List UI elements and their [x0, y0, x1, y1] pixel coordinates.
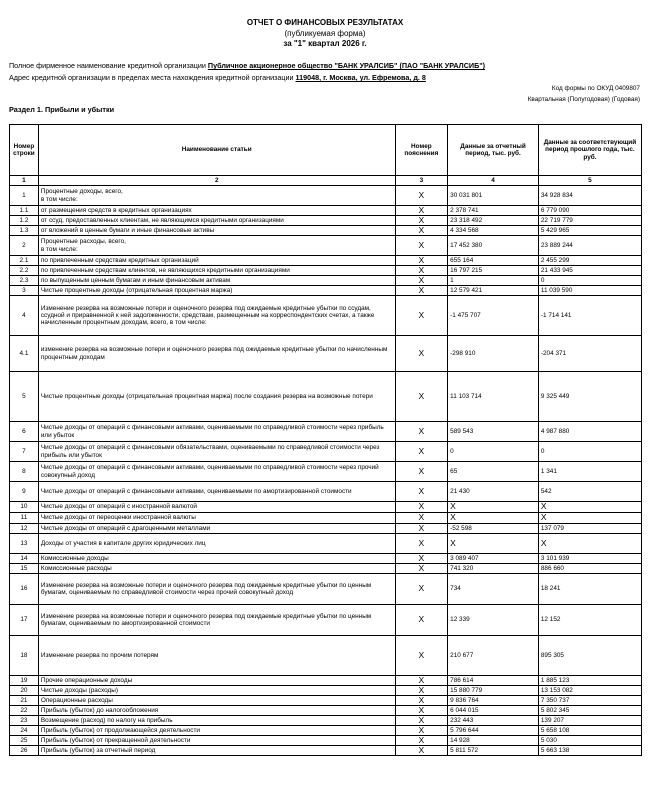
previous-value: 895 305	[538, 636, 641, 676]
table-row	[10, 206, 642, 216]
note-number: X	[395, 442, 448, 462]
item-name: Чистые процентные доходы (отрицательная процентная маржа)	[38, 286, 395, 296]
row-number: 2.3	[10, 276, 39, 286]
table-row	[10, 462, 642, 482]
previous-value: 4 987 880	[538, 422, 641, 442]
current-value: 23 318 492	[448, 216, 539, 226]
table-row	[10, 605, 642, 636]
note-number: X	[395, 266, 448, 276]
current-value: 17 452 380	[448, 236, 539, 256]
row-number: 24	[10, 726, 39, 736]
current-value: X	[448, 502, 539, 513]
previous-value: 18 241	[538, 574, 641, 605]
previous-value: 3 101 939	[538, 554, 641, 564]
current-value: 30 031 801	[448, 186, 539, 206]
table-row	[10, 442, 642, 462]
previous-value: 23 889 244	[538, 236, 641, 256]
item-name: изменение резерва на возможные потери и оценочного резерва под ожидаемые кредитные убытки по начисленным процентным доходам	[38, 336, 395, 372]
periodicity: Квартальная (Полугодовая) (Годовая)	[527, 96, 640, 103]
current-value: 14 928	[448, 736, 539, 746]
org-name-line	[9, 61, 485, 70]
row-number: 22	[10, 706, 39, 716]
header-previous-period: Данные за соответствующий период прошлого года, тыс. руб.	[538, 125, 641, 176]
current-value: 1	[448, 276, 539, 286]
item-name: Прибыль (убыток) до налогообложения	[38, 706, 395, 716]
note-number: X	[395, 726, 448, 736]
note-number: X	[395, 706, 448, 716]
row-number: 18	[10, 636, 39, 676]
current-value: 11 103 714	[448, 372, 539, 422]
table-row	[10, 226, 642, 236]
address-line	[9, 73, 426, 82]
note-number: X	[395, 554, 448, 564]
table-row	[10, 686, 642, 696]
table-row	[10, 736, 642, 746]
table-row	[10, 422, 642, 442]
table-body	[10, 186, 642, 756]
current-value: 734	[448, 574, 539, 605]
row-number: 2.2	[10, 266, 39, 276]
item-name: по привлеченным средствам кредитных организаций	[38, 256, 395, 266]
note-number: X	[395, 216, 448, 226]
item-name: Чистые доходы (расходы)	[38, 686, 395, 696]
item-name: Комиссионные доходы	[38, 554, 395, 564]
previous-value: 5 802 345	[538, 706, 641, 716]
column-numbers-row	[10, 176, 642, 186]
current-value: 655 164	[448, 256, 539, 266]
item-name: Прибыль (убыток) от продолжающейся деятельности	[38, 726, 395, 736]
row-number: 13	[10, 534, 39, 554]
row-number: 1.1	[10, 206, 39, 216]
item-name: от размещения средств в кредитных организациях	[38, 206, 395, 216]
note-number: X	[395, 502, 448, 513]
table-row	[10, 726, 642, 736]
row-number: 16	[10, 574, 39, 605]
row-number: 10	[10, 502, 39, 513]
item-name: Изменение резерва на возможные потери и оценочного резерва под ожидаемые кредитные убытки по ценным бумагам, оцениваемым по амортизированной стоимости	[38, 605, 395, 636]
row-number: 11	[10, 513, 39, 524]
current-value: 65	[448, 462, 539, 482]
previous-value: -1 714 141	[538, 296, 641, 336]
table-row	[10, 336, 642, 372]
table-row	[10, 534, 642, 554]
row-number: 19	[10, 676, 39, 686]
previous-value: 22 719 779	[538, 216, 641, 226]
table-row	[10, 564, 642, 574]
note-number: X	[395, 236, 448, 256]
row-number: 9	[10, 482, 39, 502]
note-number: X	[395, 256, 448, 266]
row-number: 15	[10, 564, 39, 574]
table-row	[10, 256, 642, 266]
row-number: 2	[10, 236, 39, 256]
row-number: 17	[10, 605, 39, 636]
previous-value: X	[538, 502, 641, 513]
item-name: Чистые процентные доходы (отрицательная процентная маржа) после создания резерва на возможные потери	[38, 372, 395, 422]
current-value: 15 880 779	[448, 686, 539, 696]
report-title: ОТЧЕТ О ФИНАНСОВЫХ РЕЗУЛЬТАТАХ	[246, 18, 404, 27]
current-value: 6 044 015	[448, 706, 539, 716]
note-number: X	[395, 372, 448, 422]
current-value: -52 598	[448, 524, 539, 534]
item-name: по привлеченным средствам клиентов, не являющихся кредитными организациями	[38, 266, 395, 276]
row-number: 21	[10, 696, 39, 706]
previous-value: X	[538, 513, 641, 524]
note-number: X	[395, 736, 448, 746]
row-number: 26	[10, 746, 39, 756]
column-number: 5	[538, 176, 641, 186]
note-number: X	[395, 746, 448, 756]
note-number: X	[395, 716, 448, 726]
item-name: от вложений в ценные бумаги и иные финансовые активы	[38, 226, 395, 236]
table-row	[10, 482, 642, 502]
table-row	[10, 574, 642, 605]
table-row	[10, 676, 642, 686]
item-name: Процентные доходы, всего, в том числе:	[38, 186, 395, 206]
profit-loss-table	[9, 124, 642, 756]
current-value: 0	[448, 442, 539, 462]
header-current-period: Данные за отчетный период, тыс. руб.	[448, 125, 539, 176]
okud-code: Код формы по ОКУД 0409807	[551, 85, 640, 92]
previous-value: 1 341	[538, 462, 641, 482]
table-row	[10, 296, 642, 336]
current-value: 16 797 215	[448, 266, 539, 276]
row-number: 1.2	[10, 216, 39, 226]
item-name: Комиссионные расходы	[38, 564, 395, 574]
note-number: X	[395, 513, 448, 524]
item-name: Чистые доходы от операций с финансовыми активами, оцениваемыми по амортизированной стоимости	[38, 482, 395, 502]
table-row	[10, 266, 642, 276]
current-value: 12 339	[448, 605, 539, 636]
row-number: 1.3	[10, 226, 39, 236]
current-value: 210 677	[448, 636, 539, 676]
row-number: 2.1	[10, 256, 39, 266]
previous-value: 0	[538, 276, 641, 286]
table-row	[10, 216, 642, 226]
address-label: Адрес кредитной организации в пределах места нахождения кредитной организации	[9, 73, 294, 82]
header-row-number: Номер строки	[10, 125, 39, 176]
report-subtitle: (публикуемая форма)	[284, 29, 366, 38]
table-row	[10, 372, 642, 422]
table-header-row	[10, 125, 642, 176]
previous-value: 6 779 090	[538, 206, 641, 216]
table-row	[10, 186, 642, 206]
column-number: 2	[38, 176, 395, 186]
previous-value: 139 207	[538, 716, 641, 726]
note-number: X	[395, 276, 448, 286]
current-value: 5 811 572	[448, 746, 539, 756]
current-value: 3 089 407	[448, 554, 539, 564]
previous-value: 5 658 108	[538, 726, 641, 736]
row-number: 23	[10, 716, 39, 726]
current-value: 232 443	[448, 716, 539, 726]
item-name: от ссуд, предоставленных клиентам, не являющимся кредитными организациями	[38, 216, 395, 226]
row-number: 7	[10, 442, 39, 462]
item-name: Изменение резерва на возможные потери и оценочного резерва под ожидаемые кредитные убытки по ценным бумагам, оцениваемым по справедливой стоимости через прочий совокупный доход	[38, 574, 395, 605]
note-number: X	[395, 286, 448, 296]
current-value: 589 543	[448, 422, 539, 442]
note-number: X	[395, 534, 448, 554]
column-number: 4	[448, 176, 539, 186]
item-name: Возмещение (расход) по налогу на прибыль	[38, 716, 395, 726]
note-number: X	[395, 605, 448, 636]
table-row	[10, 502, 642, 513]
current-value: X	[448, 513, 539, 524]
current-value: 2 378 741	[448, 206, 539, 216]
row-number: 8	[10, 462, 39, 482]
note-number: X	[395, 676, 448, 686]
row-number: 3	[10, 286, 39, 296]
current-value: 12 579 421	[448, 286, 539, 296]
current-value: 4 334 568	[448, 226, 539, 236]
item-name: Чистые доходы от операций с драгоценными металлами	[38, 524, 395, 534]
previous-value: -204 371	[538, 336, 641, 372]
previous-value: 542	[538, 482, 641, 502]
row-number: 20	[10, 686, 39, 696]
section-title: Раздел 1. Прибыли и убытки	[9, 105, 115, 114]
item-name: Чистые доходы от операций с иностранной валютой	[38, 502, 395, 513]
table-row	[10, 554, 642, 564]
current-value: 9 836 764	[448, 696, 539, 706]
note-number: X	[395, 296, 448, 336]
table-row	[10, 716, 642, 726]
note-number: X	[395, 206, 448, 216]
table-row	[10, 706, 642, 716]
current-value: 5 796 644	[448, 726, 539, 736]
org-name: Публичное акционерное общество "БАНК УРАЛСИБ" (ПАО "БАНК УРАЛСИБ")	[207, 61, 486, 70]
note-number: X	[395, 422, 448, 442]
current-value: -1 475 707	[448, 296, 539, 336]
previous-value: 137 079	[538, 524, 641, 534]
table-row	[10, 236, 642, 256]
item-name: Чистые доходы от переоценки иностранной валюты	[38, 513, 395, 524]
item-name: Доходы от участия в капитале других юридических лиц	[38, 534, 395, 554]
row-number: 4	[10, 296, 39, 336]
item-name: Прочие операционные доходы	[38, 676, 395, 686]
current-value: 21 430	[448, 482, 539, 502]
table-row	[10, 746, 642, 756]
header-item-name: Наименование статьи	[38, 125, 395, 176]
note-number: X	[395, 186, 448, 206]
column-number: 1	[10, 176, 39, 186]
previous-value: 12 152	[538, 605, 641, 636]
current-value: -298 910	[448, 336, 539, 372]
table-row	[10, 636, 642, 676]
previous-value: X	[538, 534, 641, 554]
table-row	[10, 286, 642, 296]
header-note-number: Номер пояснения	[395, 125, 448, 176]
table-row	[10, 513, 642, 524]
row-number: 25	[10, 736, 39, 746]
row-number: 6	[10, 422, 39, 442]
row-number: 4.1	[10, 336, 39, 372]
item-name: Изменение резерва на возможные потери и оценочного резерва под ожидаемые кредитные убытки по ссудам, ссудной и приравненной к ней задолженности, средствам, размещенным на корреспондентских счетах, а также начисленным процентным доходам, всего, в том числе:	[38, 296, 395, 336]
item-name: Прибыль (убыток) от прекращенной деятельности	[38, 736, 395, 746]
note-number: X	[395, 574, 448, 605]
note-number: X	[395, 336, 448, 372]
item-name: Чистые доходы от операций с финансовыми активами, оцениваемыми по справедливой стоимости через прочий совокупный доход	[38, 462, 395, 482]
current-value: 741 320	[448, 564, 539, 574]
previous-value: 0	[538, 442, 641, 462]
note-number: X	[395, 636, 448, 676]
note-number: X	[395, 564, 448, 574]
column-number: 3	[395, 176, 448, 186]
item-name: Процентные расходы, всего, в том числе:	[38, 236, 395, 256]
item-name: по выпущенным ценным бумагам и иным финансовым активам	[38, 276, 395, 286]
previous-value: 2 455 299	[538, 256, 641, 266]
address-value: 119048, г. Москва, ул. Ефремова, д. 8	[295, 73, 426, 82]
item-name: Чистые доходы от операций с финансовыми обязательствами, оцениваемыми по справедливой стоимости через прибыль или убыток	[38, 442, 395, 462]
previous-value: 5 429 965	[538, 226, 641, 236]
item-name: Прибыль (убыток) за отчетный период	[38, 746, 395, 756]
table-row	[10, 524, 642, 534]
row-number: 14	[10, 554, 39, 564]
row-number: 12	[10, 524, 39, 534]
item-name: Изменение резерва по прочим потерям	[38, 636, 395, 676]
previous-value: 9 325 449	[538, 372, 641, 422]
previous-value: 13 153 082	[538, 686, 641, 696]
row-number: 1	[10, 186, 39, 206]
note-number: X	[395, 226, 448, 236]
table-row	[10, 276, 642, 286]
previous-value: 5 663 138	[538, 746, 641, 756]
previous-value: 886 660	[538, 564, 641, 574]
row-number: 5	[10, 372, 39, 422]
previous-value: 21 433 945	[538, 266, 641, 276]
current-value: X	[448, 534, 539, 554]
previous-value: 34 928 834	[538, 186, 641, 206]
note-number: X	[395, 462, 448, 482]
previous-value: 11 039 590	[538, 286, 641, 296]
item-name: Чистые доходы от операций с финансовыми активами, оцениваемыми по справедливой стоимости через прибыль или убыток	[38, 422, 395, 442]
note-number: X	[395, 686, 448, 696]
note-number: X	[395, 482, 448, 502]
note-number: X	[395, 696, 448, 706]
previous-value: 1 885 123	[538, 676, 641, 686]
item-name: Операционные расходы	[38, 696, 395, 706]
previous-value: 7 350 737	[538, 696, 641, 706]
current-value: 786 614	[448, 676, 539, 686]
table-row	[10, 696, 642, 706]
previous-value: 5 030	[538, 736, 641, 746]
org-name-label: Полное фирменное наименование кредитной организации	[9, 61, 206, 70]
report-period: за "1" квартал 2026 г.	[283, 39, 367, 48]
note-number: X	[395, 524, 448, 534]
